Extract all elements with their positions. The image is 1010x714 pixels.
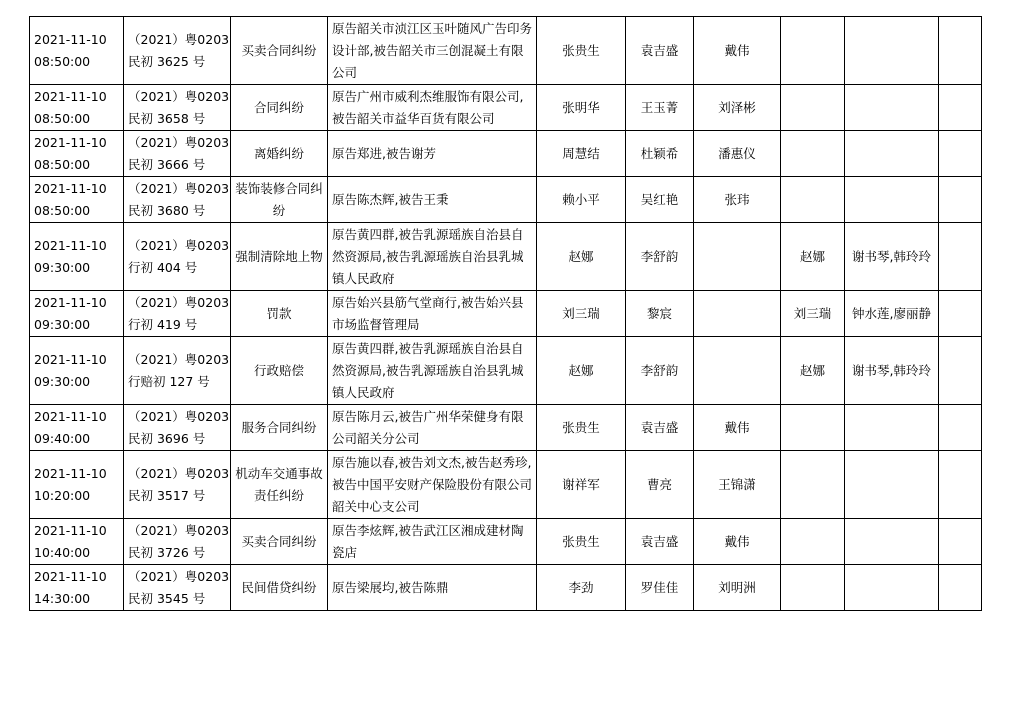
hearing-date: 2021-11-10 [34, 522, 107, 538]
case-number-line2: 民初 3726 号 [128, 544, 206, 560]
case-number-line2: 民初 3680 号 [128, 202, 206, 218]
case-cause-cell: 机动车交通事故责任纠纷 [231, 451, 328, 519]
judge-cell: 谢祥军 [537, 451, 626, 519]
notes-cell [939, 223, 982, 291]
parties-cell: 原告李炫辉,被告武江区湘成建材陶瓷店 [328, 519, 537, 565]
hearing-clock-time: 10:20:00 [34, 487, 91, 503]
presiding-judge-cell [781, 451, 845, 519]
panel-members-cell [845, 565, 939, 611]
clerk-cell [694, 337, 781, 405]
table-row [30, 405, 982, 451]
presiding-judge-cell [781, 565, 845, 611]
notes-cell [939, 519, 982, 565]
case-number-cell [124, 405, 231, 451]
hearing-time-cell [30, 85, 124, 131]
judge-cell: 赖小平 [537, 177, 626, 223]
case-number-cell [124, 519, 231, 565]
case-number-line1: （2021）粤0203 [128, 568, 230, 584]
case-cause-cell: 行政赔偿 [231, 337, 328, 405]
case-number-line2: 行赔初 127 号 [128, 373, 210, 389]
case-number-line1: （2021）粤0203 [128, 237, 230, 253]
hearing-schedule-table [29, 16, 982, 611]
case-number-line1: （2021）粤0203 [128, 180, 230, 196]
table-row [30, 337, 982, 405]
case-number-line1: （2021）粤0203 [128, 294, 230, 310]
case-number-line2: 民初 3658 号 [128, 110, 206, 126]
hearing-date: 2021-11-10 [34, 408, 107, 424]
case-number-line2: 民初 3696 号 [128, 430, 206, 446]
case-cause-cell: 民间借贷纠纷 [231, 565, 328, 611]
table-row [30, 223, 982, 291]
clerk-cell: 戴伟 [694, 519, 781, 565]
table-row [30, 519, 982, 565]
parties-cell: 原告韶关市浈江区玉叶随风广告印务设计部,被告韶关市三创混凝土有限公司 [328, 17, 537, 85]
hearing-time-cell [30, 17, 124, 85]
table-row [30, 565, 982, 611]
panel-members-cell: 谢书琴,韩玲玲 [845, 337, 939, 405]
hearing-date: 2021-11-10 [34, 31, 107, 47]
presiding-judge-cell [781, 85, 845, 131]
judge-cell: 张明华 [537, 85, 626, 131]
clerk-cell: 王锦潇 [694, 451, 781, 519]
panel-members-cell [845, 451, 939, 519]
parties-cell: 原告施以春,被告刘文杰,被告赵秀珍,被告中国平安财产保险股份有限公司韶关中心支公司 [328, 451, 537, 519]
hearing-clock-time: 14:30:00 [34, 590, 91, 606]
juror-cell: 李舒韵 [626, 223, 694, 291]
presiding-judge-cell [781, 131, 845, 177]
parties-cell: 原告梁展均,被告陈鼎 [328, 565, 537, 611]
hearing-time-cell [30, 519, 124, 565]
case-cause-cell: 服务合同纠纷 [231, 405, 328, 451]
presiding-judge-cell [781, 17, 845, 85]
notes-cell [939, 405, 982, 451]
case-number-line2: 民初 3545 号 [128, 590, 206, 606]
hearing-date: 2021-11-10 [34, 134, 107, 150]
case-cause-cell: 合同纠纷 [231, 85, 328, 131]
hearing-time-cell [30, 451, 124, 519]
case-number-cell [124, 291, 231, 337]
judge-cell: 张贵生 [537, 405, 626, 451]
case-number-line2: 民初 3517 号 [128, 487, 206, 503]
juror-cell: 黎宸 [626, 291, 694, 337]
hearing-date: 2021-11-10 [34, 237, 107, 253]
case-cause-cell: 买卖合同纠纷 [231, 17, 328, 85]
panel-members-cell [845, 131, 939, 177]
presiding-judge-cell [781, 519, 845, 565]
notes-cell [939, 131, 982, 177]
panel-members-cell [845, 17, 939, 85]
case-number-line1: （2021）粤0203 [128, 408, 230, 424]
case-number-line1: （2021）粤0203 [128, 88, 230, 104]
judge-cell: 赵娜 [537, 223, 626, 291]
hearing-date: 2021-11-10 [34, 180, 107, 196]
notes-cell [939, 177, 982, 223]
case-number-cell [124, 131, 231, 177]
juror-cell: 罗佳佳 [626, 565, 694, 611]
juror-cell: 曹亮 [626, 451, 694, 519]
hearing-date: 2021-11-10 [34, 88, 107, 104]
juror-cell: 袁吉盛 [626, 405, 694, 451]
panel-members-cell: 谢书琴,韩玲玲 [845, 223, 939, 291]
notes-cell [939, 85, 982, 131]
hearing-clock-time: 08:50:00 [34, 53, 91, 69]
hearing-time-cell [30, 291, 124, 337]
hearing-time-cell [30, 177, 124, 223]
table-row [30, 177, 982, 223]
hearing-clock-time: 08:50:00 [34, 156, 91, 172]
case-number-cell [124, 565, 231, 611]
parties-cell: 原告黄四群,被告乳源瑶族自治县自然资源局,被告乳源瑶族自治县乳城镇人民政府 [328, 223, 537, 291]
case-number-line1: （2021）粤0203 [128, 351, 230, 367]
table-row [30, 131, 982, 177]
parties-cell: 原告始兴县筋气堂商行,被告始兴县市场监督管理局 [328, 291, 537, 337]
hearing-time-cell [30, 405, 124, 451]
case-number-line2: 民初 3625 号 [128, 53, 206, 69]
hearing-clock-time: 09:40:00 [34, 430, 91, 446]
panel-members-cell [845, 85, 939, 131]
hearing-time-cell [30, 131, 124, 177]
case-cause-cell: 装饰装修合同纠纷 [231, 177, 328, 223]
juror-cell: 李舒韵 [626, 337, 694, 405]
panel-members-cell [845, 405, 939, 451]
clerk-cell: 潘惠仪 [694, 131, 781, 177]
notes-cell [939, 451, 982, 519]
parties-cell: 原告陈月云,被告广州华荣健身有限公司韶关分公司 [328, 405, 537, 451]
case-number-cell [124, 85, 231, 131]
panel-members-cell: 钟水莲,廖丽静 [845, 291, 939, 337]
parties-cell: 原告黄四群,被告乳源瑶族自治县自然资源局,被告乳源瑶族自治县乳城镇人民政府 [328, 337, 537, 405]
case-number-cell [124, 177, 231, 223]
clerk-cell: 刘明洲 [694, 565, 781, 611]
case-number-cell [124, 17, 231, 85]
hearing-clock-time: 08:50:00 [34, 202, 91, 218]
presiding-judge-cell: 赵娜 [781, 223, 845, 291]
panel-members-cell [845, 519, 939, 565]
presiding-judge-cell [781, 177, 845, 223]
clerk-cell: 刘泽彬 [694, 85, 781, 131]
hearing-date: 2021-11-10 [34, 568, 107, 584]
juror-cell: 袁吉盛 [626, 17, 694, 85]
case-number-line2: 行初 404 号 [128, 259, 198, 275]
juror-cell: 袁吉盛 [626, 519, 694, 565]
hearing-clock-time: 08:50:00 [34, 110, 91, 126]
case-number-line1: （2021）粤0203 [128, 31, 230, 47]
table-row [30, 17, 982, 85]
notes-cell [939, 17, 982, 85]
juror-cell: 王玉菁 [626, 85, 694, 131]
clerk-cell: 戴伟 [694, 17, 781, 85]
case-cause-cell: 买卖合同纠纷 [231, 519, 328, 565]
juror-cell: 杜颖希 [626, 131, 694, 177]
case-cause-cell: 罚款 [231, 291, 328, 337]
case-number-line1: （2021）粤0203 [128, 134, 230, 150]
clerk-cell: 张玮 [694, 177, 781, 223]
judge-cell: 赵娜 [537, 337, 626, 405]
clerk-cell [694, 223, 781, 291]
notes-cell [939, 337, 982, 405]
case-number-cell [124, 451, 231, 519]
case-number-line2: 行初 419 号 [128, 316, 198, 332]
table-row [30, 291, 982, 337]
hearing-time-cell [30, 337, 124, 405]
judge-cell: 刘三瑞 [537, 291, 626, 337]
clerk-cell: 戴伟 [694, 405, 781, 451]
hearing-time-cell [30, 565, 124, 611]
table-row [30, 85, 982, 131]
parties-cell: 原告郑进,被告谢芳 [328, 131, 537, 177]
table-row [30, 451, 982, 519]
parties-cell: 原告广州市威利杰维服饰有限公司,被告韶关市益华百货有限公司 [328, 85, 537, 131]
hearing-date: 2021-11-10 [34, 351, 107, 367]
hearing-clock-time: 09:30:00 [34, 373, 91, 389]
hearing-date: 2021-11-10 [34, 294, 107, 310]
clerk-cell [694, 291, 781, 337]
juror-cell: 吴红艳 [626, 177, 694, 223]
hearing-clock-time: 09:30:00 [34, 316, 91, 332]
case-cause-cell: 离婚纠纷 [231, 131, 328, 177]
presiding-judge-cell [781, 405, 845, 451]
presiding-judge-cell: 赵娜 [781, 337, 845, 405]
judge-cell: 张贵生 [537, 519, 626, 565]
case-cause-cell: 强制清除地上物 [231, 223, 328, 291]
notes-cell [939, 565, 982, 611]
hearing-clock-time: 09:30:00 [34, 259, 91, 275]
panel-members-cell [845, 177, 939, 223]
table-body [30, 17, 982, 611]
judge-cell: 张贵生 [537, 17, 626, 85]
case-number-cell [124, 337, 231, 405]
judge-cell: 周慧结 [537, 131, 626, 177]
presiding-judge-cell: 刘三瑞 [781, 291, 845, 337]
hearing-clock-time: 10:40:00 [34, 544, 91, 560]
case-number-line1: （2021）粤0203 [128, 522, 230, 538]
case-number-line2: 民初 3666 号 [128, 156, 206, 172]
hearing-date: 2021-11-10 [34, 465, 107, 481]
notes-cell [939, 291, 982, 337]
case-number-line1: （2021）粤0203 [128, 465, 230, 481]
parties-cell: 原告陈杰辉,被告王秉 [328, 177, 537, 223]
hearing-time-cell [30, 223, 124, 291]
case-number-cell [124, 223, 231, 291]
judge-cell: 李劲 [537, 565, 626, 611]
